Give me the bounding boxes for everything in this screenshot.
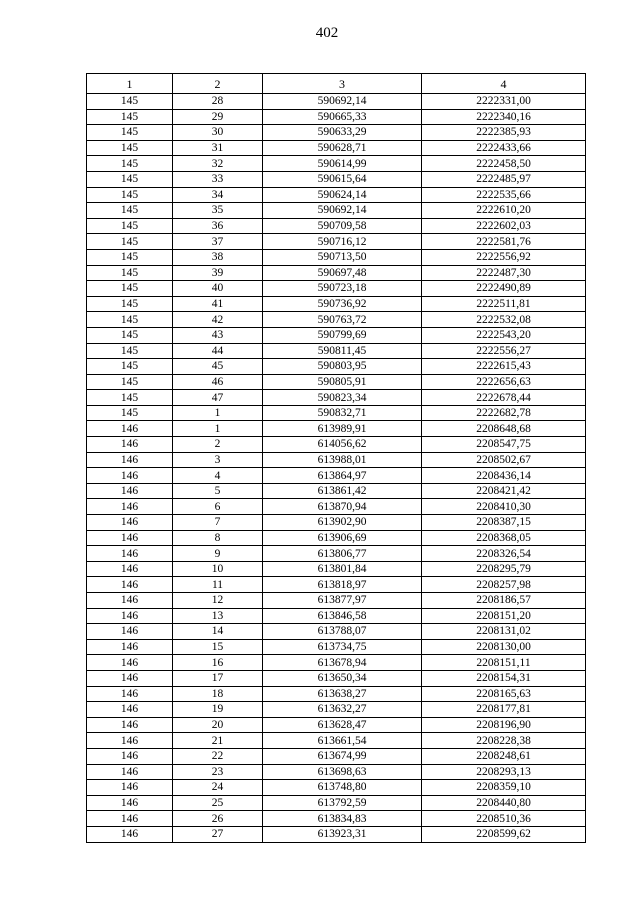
table-row bbox=[87, 171, 586, 187]
table-cell: 613801,84 bbox=[263, 561, 422, 577]
table-cell: 20 bbox=[173, 717, 263, 733]
table-cell: 2222556,27 bbox=[422, 343, 586, 359]
table-cell: 613846,58 bbox=[263, 608, 422, 624]
table-cell: 19 bbox=[173, 702, 263, 718]
table-cell: 2208502,67 bbox=[422, 452, 586, 468]
table-cell: 146 bbox=[87, 764, 173, 780]
table-cell: 1 bbox=[173, 405, 263, 421]
table-cell: 146 bbox=[87, 452, 173, 468]
table-cell: 2222556,92 bbox=[422, 249, 586, 265]
table-cell: 12 bbox=[173, 593, 263, 609]
table-cell: 145 bbox=[87, 187, 173, 203]
page-number: 402 bbox=[315, 25, 339, 41]
table-cell: 613864,97 bbox=[263, 468, 422, 484]
table-cell: 5 bbox=[173, 483, 263, 499]
table-cell: 613788,07 bbox=[263, 624, 422, 640]
table-cell: 2222682,78 bbox=[422, 405, 586, 421]
table-cell: 613661,54 bbox=[263, 733, 422, 749]
table-cell: 590763,72 bbox=[263, 312, 422, 328]
table-cell: 2222615,43 bbox=[422, 359, 586, 375]
table-cell: 2208248,61 bbox=[422, 748, 586, 764]
table-cell: 145 bbox=[87, 405, 173, 421]
table-cell: 46 bbox=[173, 374, 263, 390]
table-cell: 2 bbox=[173, 437, 263, 453]
table-cell: 22 bbox=[173, 748, 263, 764]
table-cell: 613834,83 bbox=[263, 811, 422, 827]
table-cell: 590692,14 bbox=[263, 203, 422, 219]
table-cell: 613748,80 bbox=[263, 780, 422, 796]
table-cell: 590692,14 bbox=[263, 94, 422, 110]
table-cell: 21 bbox=[173, 733, 263, 749]
table-row bbox=[87, 94, 586, 110]
table-cell: 2208131,02 bbox=[422, 624, 586, 640]
table-cell: 145 bbox=[87, 374, 173, 390]
table-cell: 2208165,63 bbox=[422, 686, 586, 702]
table-cell: 146 bbox=[87, 483, 173, 499]
table-row bbox=[87, 265, 586, 281]
table-cell: 146 bbox=[87, 795, 173, 811]
table-row bbox=[87, 655, 586, 671]
table-cell: 2208648,68 bbox=[422, 421, 586, 437]
table-cell: 613628,47 bbox=[263, 717, 422, 733]
table-cell: 2222385,93 bbox=[422, 125, 586, 141]
table-row bbox=[87, 624, 586, 640]
table-cell: 2208547,75 bbox=[422, 437, 586, 453]
table-cell: 2222490,89 bbox=[422, 281, 586, 297]
table-cell: 613734,75 bbox=[263, 639, 422, 655]
table-cell: 613632,27 bbox=[263, 702, 422, 718]
table-cell: 7 bbox=[173, 515, 263, 531]
table-row bbox=[87, 811, 586, 827]
table-cell: 18 bbox=[173, 686, 263, 702]
table-row bbox=[87, 343, 586, 359]
table-cell: 2208599,62 bbox=[422, 826, 586, 842]
table-cell: 6 bbox=[173, 499, 263, 515]
table-cell: 146 bbox=[87, 717, 173, 733]
table-cell: 145 bbox=[87, 171, 173, 187]
table-cell: 590713,50 bbox=[263, 249, 422, 265]
table-cell: 2208368,05 bbox=[422, 530, 586, 546]
table-cell: 4 bbox=[173, 468, 263, 484]
table-cell: 145 bbox=[87, 218, 173, 234]
table-cell: 590803,95 bbox=[263, 359, 422, 375]
table-row bbox=[87, 125, 586, 141]
table-cell: 146 bbox=[87, 702, 173, 718]
table-header-row bbox=[87, 74, 586, 94]
table-row bbox=[87, 702, 586, 718]
table-cell: 2208410,30 bbox=[422, 499, 586, 515]
table-cell: 145 bbox=[87, 125, 173, 141]
table-cell: 146 bbox=[87, 421, 173, 437]
table-cell: 146 bbox=[87, 748, 173, 764]
table-cell: 2222532,08 bbox=[422, 312, 586, 328]
table-cell: 613923,31 bbox=[263, 826, 422, 842]
table-row bbox=[87, 281, 586, 297]
table-cell: 613792,59 bbox=[263, 795, 422, 811]
table-cell: 8 bbox=[173, 530, 263, 546]
table-cell: 146 bbox=[87, 826, 173, 842]
table-cell: 146 bbox=[87, 780, 173, 796]
table-cell: 145 bbox=[87, 343, 173, 359]
table-cell: 613989,91 bbox=[263, 421, 422, 437]
table-cell: 613806,77 bbox=[263, 546, 422, 562]
table-row bbox=[87, 296, 586, 312]
table-cell: 613674,99 bbox=[263, 748, 422, 764]
table-cell: 2208154,31 bbox=[422, 670, 586, 686]
table-row bbox=[87, 483, 586, 499]
table-cell: 9 bbox=[173, 546, 263, 562]
table-row bbox=[87, 390, 586, 406]
table-cell: 145 bbox=[87, 140, 173, 156]
table-cell: 613638,27 bbox=[263, 686, 422, 702]
table-cell: 590697,48 bbox=[263, 265, 422, 281]
table-row bbox=[87, 733, 586, 749]
table-cell: 590624,14 bbox=[263, 187, 422, 203]
table-cell: 15 bbox=[173, 639, 263, 655]
table-row bbox=[87, 109, 586, 125]
table-cell: 30 bbox=[173, 125, 263, 141]
table-cell: 38 bbox=[173, 249, 263, 265]
table-cell: 590823,34 bbox=[263, 390, 422, 406]
table-cell: 2208151,11 bbox=[422, 655, 586, 671]
table-cell: 145 bbox=[87, 265, 173, 281]
table-cell: 613988,01 bbox=[263, 452, 422, 468]
table-row bbox=[87, 670, 586, 686]
table-cell: 32 bbox=[173, 156, 263, 172]
table-cell: 145 bbox=[87, 312, 173, 328]
table-cell: 2222656,63 bbox=[422, 374, 586, 390]
table-row bbox=[87, 327, 586, 343]
table-cell: 146 bbox=[87, 639, 173, 655]
table-cell: 2222485,97 bbox=[422, 171, 586, 187]
table-cell: 145 bbox=[87, 390, 173, 406]
table-cell: 590805,91 bbox=[263, 374, 422, 390]
table-row bbox=[87, 249, 586, 265]
table-cell: 40 bbox=[173, 281, 263, 297]
table-cell: 146 bbox=[87, 686, 173, 702]
table-cell: 2208510,36 bbox=[422, 811, 586, 827]
table-cell: 613906,69 bbox=[263, 530, 422, 546]
table-cell: 590615,64 bbox=[263, 171, 422, 187]
table-cell: 2222511,81 bbox=[422, 296, 586, 312]
table-cell: 146 bbox=[87, 577, 173, 593]
table-row bbox=[87, 515, 586, 531]
table-cell: 27 bbox=[173, 826, 263, 842]
table-row bbox=[87, 593, 586, 609]
table-row bbox=[87, 795, 586, 811]
table-cell: 2222602,03 bbox=[422, 218, 586, 234]
table-cell: 146 bbox=[87, 546, 173, 562]
table-cell: 2208257,98 bbox=[422, 577, 586, 593]
table-row bbox=[87, 561, 586, 577]
table-cell: 145 bbox=[87, 94, 173, 110]
table-cell: 29 bbox=[173, 109, 263, 125]
table-row bbox=[87, 546, 586, 562]
table-cell: 613877,97 bbox=[263, 593, 422, 609]
table-cell: 145 bbox=[87, 203, 173, 219]
table-row bbox=[87, 577, 586, 593]
table-cell: 590799,69 bbox=[263, 327, 422, 343]
table-cell: 16 bbox=[173, 655, 263, 671]
table-cell: 146 bbox=[87, 437, 173, 453]
table-row bbox=[87, 234, 586, 250]
table-cell: 2222331,00 bbox=[422, 94, 586, 110]
table-row bbox=[87, 826, 586, 842]
table-cell: 146 bbox=[87, 655, 173, 671]
table-cell: 146 bbox=[87, 608, 173, 624]
table-cell: 146 bbox=[87, 593, 173, 609]
table-cell: 145 bbox=[87, 249, 173, 265]
table-cell: 2208196,90 bbox=[422, 717, 586, 733]
table-cell: 590832,71 bbox=[263, 405, 422, 421]
table-cell: 590709,58 bbox=[263, 218, 422, 234]
table-cell: 590665,33 bbox=[263, 109, 422, 125]
column-header-4: 4 bbox=[422, 74, 586, 94]
table-cell: 590811,45 bbox=[263, 343, 422, 359]
column-header-2: 2 bbox=[173, 74, 263, 94]
table-cell: 145 bbox=[87, 359, 173, 375]
table-cell: 2222581,76 bbox=[422, 234, 586, 250]
table-cell: 2208177,81 bbox=[422, 702, 586, 718]
table-cell: 145 bbox=[87, 109, 173, 125]
table-cell: 146 bbox=[87, 468, 173, 484]
table-row bbox=[87, 359, 586, 375]
table-cell: 2222543,20 bbox=[422, 327, 586, 343]
table-cell: 36 bbox=[173, 218, 263, 234]
table-cell: 613650,34 bbox=[263, 670, 422, 686]
table-row bbox=[87, 405, 586, 421]
table-cell: 2208421,42 bbox=[422, 483, 586, 499]
table-cell: 1 bbox=[173, 421, 263, 437]
table-cell: 146 bbox=[87, 561, 173, 577]
table-cell: 145 bbox=[87, 156, 173, 172]
coordinates-table bbox=[86, 73, 586, 843]
table-row bbox=[87, 156, 586, 172]
table-cell: 2208440,80 bbox=[422, 795, 586, 811]
table-cell: 590628,71 bbox=[263, 140, 422, 156]
table-cell: 39 bbox=[173, 265, 263, 281]
table-cell: 146 bbox=[87, 733, 173, 749]
table-row bbox=[87, 203, 586, 219]
table-row bbox=[87, 312, 586, 328]
table-cell: 145 bbox=[87, 281, 173, 297]
table-cell: 590614,99 bbox=[263, 156, 422, 172]
table-cell: 590633,29 bbox=[263, 125, 422, 141]
table-row bbox=[87, 748, 586, 764]
table-row bbox=[87, 530, 586, 546]
table-cell: 2208387,15 bbox=[422, 515, 586, 531]
table-cell: 24 bbox=[173, 780, 263, 796]
table-cell: 14 bbox=[173, 624, 263, 640]
table-cell: 145 bbox=[87, 234, 173, 250]
table-row bbox=[87, 639, 586, 655]
table-cell: 2208295,79 bbox=[422, 561, 586, 577]
column-header-1: 1 bbox=[87, 74, 173, 94]
table-cell: 145 bbox=[87, 327, 173, 343]
table-cell: 45 bbox=[173, 359, 263, 375]
table-cell: 146 bbox=[87, 811, 173, 827]
table-row bbox=[87, 717, 586, 733]
table-cell: 146 bbox=[87, 499, 173, 515]
table-row bbox=[87, 499, 586, 515]
table-cell: 2208359,10 bbox=[422, 780, 586, 796]
table-cell: 28 bbox=[173, 94, 263, 110]
table-row bbox=[87, 468, 586, 484]
table-row bbox=[87, 764, 586, 780]
table-cell: 2222433,66 bbox=[422, 140, 586, 156]
table-cell: 23 bbox=[173, 764, 263, 780]
table-cell: 13 bbox=[173, 608, 263, 624]
table-cell: 2222678,44 bbox=[422, 390, 586, 406]
table-cell: 10 bbox=[173, 561, 263, 577]
table-cell: 590736,92 bbox=[263, 296, 422, 312]
table-row bbox=[87, 374, 586, 390]
table-cell: 613678,94 bbox=[263, 655, 422, 671]
table-cell: 44 bbox=[173, 343, 263, 359]
table-cell: 35 bbox=[173, 203, 263, 219]
table-cell: 146 bbox=[87, 624, 173, 640]
table-cell: 33 bbox=[173, 171, 263, 187]
table-cell: 42 bbox=[173, 312, 263, 328]
table-cell: 2208436,14 bbox=[422, 468, 586, 484]
table-row bbox=[87, 452, 586, 468]
table-cell: 613861,42 bbox=[263, 483, 422, 499]
table-cell: 41 bbox=[173, 296, 263, 312]
table-cell: 145 bbox=[87, 296, 173, 312]
table-cell: 613818,97 bbox=[263, 577, 422, 593]
table-cell: 146 bbox=[87, 515, 173, 531]
table-cell: 2222610,20 bbox=[422, 203, 586, 219]
table-row bbox=[87, 686, 586, 702]
table-cell: 2208326,54 bbox=[422, 546, 586, 562]
table-cell: 34 bbox=[173, 187, 263, 203]
table-cell: 47 bbox=[173, 390, 263, 406]
table-cell: 2222340,16 bbox=[422, 109, 586, 125]
table-body bbox=[87, 94, 586, 843]
table-cell: 31 bbox=[173, 140, 263, 156]
table-cell: 613698,63 bbox=[263, 764, 422, 780]
table-cell: 2208293,13 bbox=[422, 764, 586, 780]
table-cell: 613902,90 bbox=[263, 515, 422, 531]
table-cell: 146 bbox=[87, 530, 173, 546]
table-cell: 2208228,38 bbox=[422, 733, 586, 749]
table-row bbox=[87, 437, 586, 453]
table-cell: 590716,12 bbox=[263, 234, 422, 250]
table-cell: 2222458,50 bbox=[422, 156, 586, 172]
table-cell: 11 bbox=[173, 577, 263, 593]
column-header-3: 3 bbox=[263, 74, 422, 94]
table-cell: 2208130,00 bbox=[422, 639, 586, 655]
table-cell: 2208151,20 bbox=[422, 608, 586, 624]
table-cell: 590723,18 bbox=[263, 281, 422, 297]
table-cell: 26 bbox=[173, 811, 263, 827]
table-cell: 613870,94 bbox=[263, 499, 422, 515]
table-cell: 2208186,57 bbox=[422, 593, 586, 609]
table-cell: 25 bbox=[173, 795, 263, 811]
table-cell: 2222487,30 bbox=[422, 265, 586, 281]
table-row bbox=[87, 780, 586, 796]
table-row bbox=[87, 187, 586, 203]
table-row bbox=[87, 608, 586, 624]
table-cell: 2222535,66 bbox=[422, 187, 586, 203]
table-row bbox=[87, 421, 586, 437]
table-row bbox=[87, 218, 586, 234]
table-row bbox=[87, 140, 586, 156]
table-cell: 614056,62 bbox=[263, 437, 422, 453]
table-cell: 3 bbox=[173, 452, 263, 468]
table-cell: 17 bbox=[173, 670, 263, 686]
table-cell: 146 bbox=[87, 670, 173, 686]
table-cell: 43 bbox=[173, 327, 263, 343]
table-cell: 37 bbox=[173, 234, 263, 250]
